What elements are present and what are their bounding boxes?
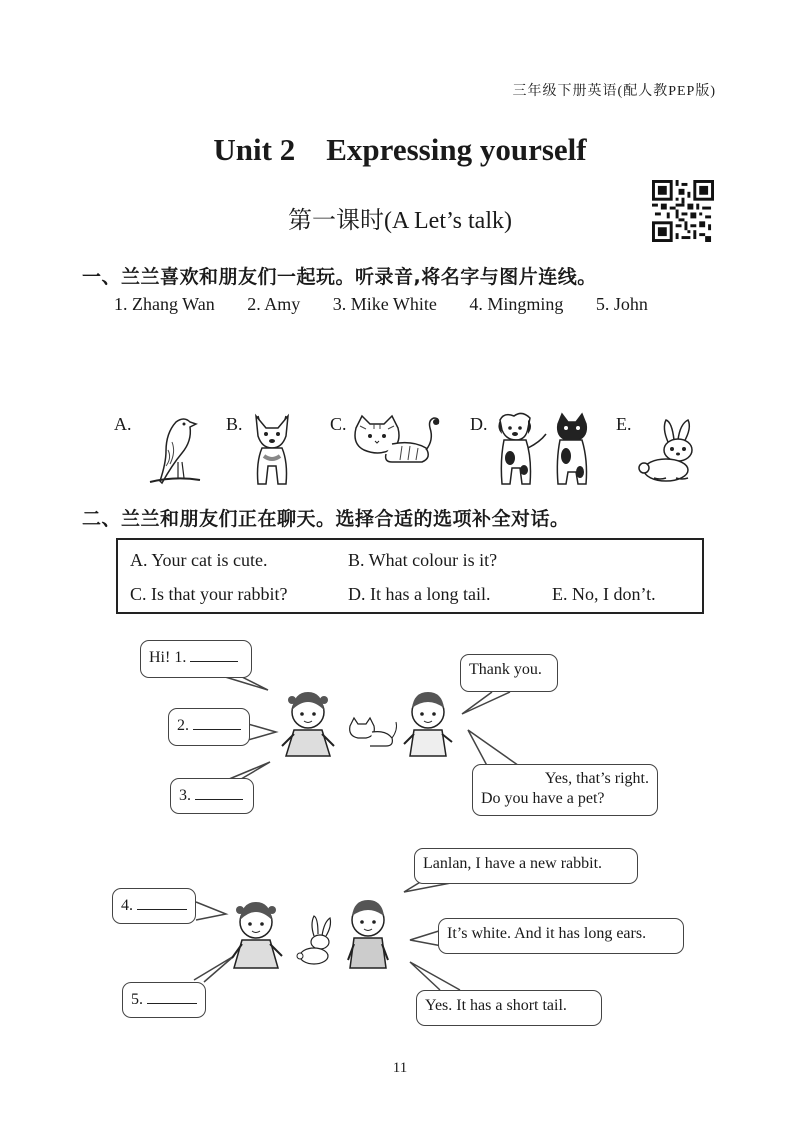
blank-4[interactable] xyxy=(137,895,187,910)
girl-icon-2 xyxy=(232,902,282,968)
bubble-1 xyxy=(140,640,252,678)
bubble-white-long-ears xyxy=(438,918,684,954)
bubble-3 xyxy=(170,778,254,814)
bubble-short-tail-text: Yes. It has a short tail. xyxy=(425,997,567,1014)
book-note: 三年级下册英语(配人教PEP版) xyxy=(512,84,716,99)
bubble-short-tail xyxy=(416,990,602,1026)
lesson-title: 第一课时(A Let’s talk) xyxy=(288,208,512,234)
bubble-thank-you-text: Thank you. xyxy=(469,661,542,678)
option-e: E. No, I don’t. xyxy=(552,584,656,604)
dialogue2-scene xyxy=(230,900,400,972)
bubble-yes-right-line1: Yes, that’s right. xyxy=(544,770,649,787)
blank-2[interactable] xyxy=(193,715,241,730)
option-d: D. It has a long tail. xyxy=(348,584,491,604)
bubble-2-text: 2. xyxy=(177,717,189,734)
blank-1[interactable] xyxy=(190,647,238,662)
name-item: 4. Mingming xyxy=(469,294,564,314)
name-item: 3. Mike White xyxy=(332,294,437,314)
bubble-2 xyxy=(168,708,250,746)
option-b: B. What colour is it? xyxy=(348,550,498,570)
unit-title: Unit 2 Expressing yourself xyxy=(213,132,587,167)
bubble-5 xyxy=(122,982,206,1018)
option-c: C. Is that your rabbit? xyxy=(130,584,288,604)
dialogue1-scene xyxy=(280,690,460,760)
name-item: 1. Zhang Wan xyxy=(114,294,215,314)
page-number: 11 xyxy=(392,1060,408,1076)
bubble-new-rabbit-text: Lanlan, I have a new rabbit. xyxy=(423,855,603,872)
option-a: A. Your cat is cute. xyxy=(130,550,268,570)
small-rabbit-icon xyxy=(297,916,331,964)
picture-label-e: E. xyxy=(616,414,632,434)
bubble-1-text: Hi! 1. xyxy=(149,649,187,666)
section1-title: 一、兰兰喜欢和朋友们一起玩。听录音,将名字与图片连线。 xyxy=(82,266,597,288)
boy-icon-2 xyxy=(348,900,388,968)
bubble-4-text: 4. xyxy=(121,897,133,914)
bubble-4 xyxy=(112,888,196,924)
bubble-yes-right xyxy=(472,764,658,816)
picture-label-b: B. xyxy=(226,414,243,434)
bubble-thank-you xyxy=(460,654,558,692)
section2-title: 二、兰兰和朋友们正在聊天。选择合适的选项补全对话。 xyxy=(82,508,570,530)
bubble-yes-right-line2: Do you have a pet? xyxy=(481,790,605,807)
boy-icon xyxy=(404,692,452,756)
picture-label-a: A. xyxy=(114,414,132,434)
small-cat-icon xyxy=(350,718,397,746)
name-item: 2. Amy xyxy=(247,294,301,314)
picture-label-d: D. xyxy=(470,414,488,434)
bubble-5-text: 5. xyxy=(131,991,143,1008)
name-item: 5. John xyxy=(595,294,648,314)
bubble-white-long-ears-text: It’s white. And it has long ears. xyxy=(447,925,647,942)
bubble-3-text: 3. xyxy=(179,787,191,804)
picture-label-c: C. xyxy=(330,414,347,434)
bubble-new-rabbit xyxy=(414,848,638,884)
blank-5[interactable] xyxy=(147,989,197,1004)
girl-icon xyxy=(282,692,334,756)
blank-3[interactable] xyxy=(195,785,243,800)
